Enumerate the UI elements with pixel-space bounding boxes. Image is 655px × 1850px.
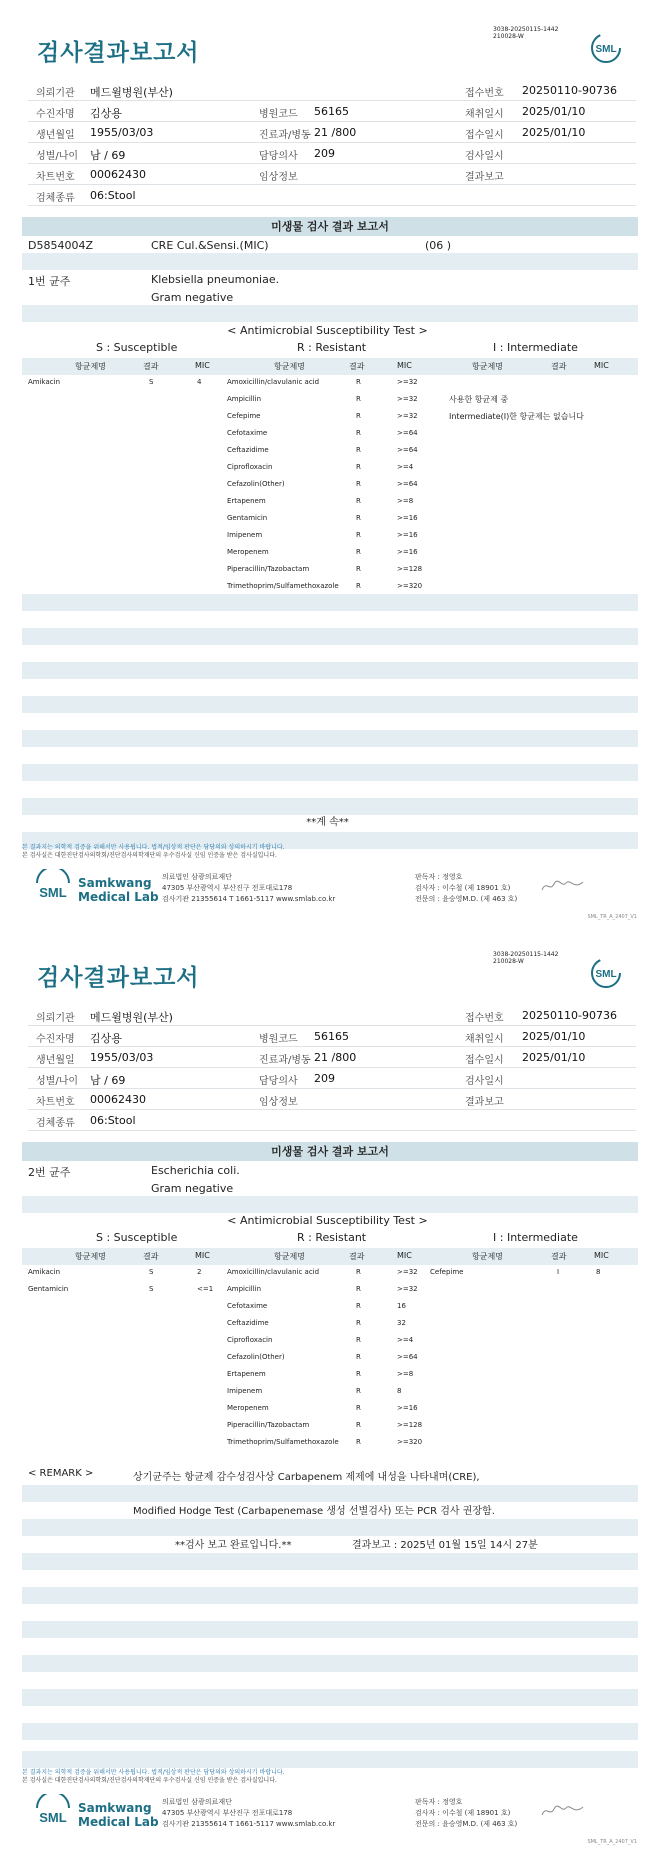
ast-drug-name: Ertapenem (227, 497, 266, 505)
label-accession: 접수번호 (465, 1013, 504, 1024)
ast-drug-name: Meropenem (227, 1404, 269, 1412)
dob-value: 1955/03/03 (90, 1051, 154, 1064)
ast-result: R (356, 1353, 361, 1361)
ast-drug-name: Ciprofloxacin (227, 463, 273, 471)
ast-result: S (149, 1285, 154, 1293)
ast-drug-name: Cefazolin(Other) (227, 1353, 285, 1361)
organism-name: Klebsiella pneumoniae. (151, 273, 280, 286)
chart-number: 00062430 (90, 1093, 146, 1106)
band (22, 662, 638, 679)
ast-result: R (356, 514, 361, 522)
footer-note-1: 본 결과지는 의학적 검증을 위해서만 사용됩니다. 법적/임상적 판단은 담당의와 상의하시기 바랍니다. (22, 1769, 285, 1776)
note-line-2: Intermediate(I)한 항균제는 없습니다 (449, 412, 584, 421)
ast-mic: >=320 (397, 1438, 423, 1446)
col-mic-header: MIC (594, 361, 609, 370)
ast-drug-name: Gentamicin (227, 514, 268, 522)
logo-text: Samkwang Medical Lab (78, 876, 159, 904)
ast-title: < Antimicrobial Susceptibility Test > (227, 324, 428, 337)
col-result-header: 결과 (143, 362, 159, 371)
patient-info-table (28, 80, 636, 206)
ast-mic: 4 (197, 378, 202, 386)
specialist: 전문의 : 윤승영M.D. (제 463 호) (415, 895, 518, 903)
label-name: 수진자명 (36, 1034, 75, 1045)
ast-mic: >=32 (397, 395, 418, 403)
dob-value: 1955/03/03 (90, 126, 154, 139)
sex-age-value: 남 / 69 (90, 1074, 126, 1087)
label-sex-age: 성별/나이 (36, 1076, 79, 1087)
ast-result: R (356, 582, 361, 590)
ast-drug-name: Cefepime (430, 1268, 464, 1276)
sml-logo-icon (590, 32, 622, 64)
ast-mic: >=32 (397, 1268, 418, 1276)
svg-text:SML: SML (595, 969, 617, 980)
col-result-header: 결과 (551, 362, 567, 371)
legend-susceptible: S : Susceptible (96, 341, 178, 354)
svg-text:SML: SML (595, 44, 617, 55)
ast-result: R (356, 1421, 361, 1429)
ast-drug-name: Trimethoprim/Sulfamethoxazole (227, 582, 339, 590)
ast-mic: >=32 (397, 378, 418, 386)
legend-intermediate: I : Intermediate (493, 1231, 578, 1244)
ast-result: S (149, 378, 154, 386)
col-drug-header: 항균제명 (472, 362, 503, 371)
label-hospital-code: 병원코드 (259, 1034, 298, 1045)
report-time: 결과보고 : 2025년 01월 15일 14시 27분 (352, 1540, 538, 1551)
col-drug-header: 항균제명 (75, 1252, 106, 1261)
organism-label: 1번 균주 (28, 275, 71, 288)
ast-drug-name: Cefotaxime (227, 429, 268, 437)
label-name: 수진자명 (36, 109, 75, 120)
note-line-1: 사용한 항균제 중 (449, 395, 509, 404)
band (22, 305, 638, 322)
svg-text:SML: SML (39, 885, 67, 900)
ast-mic: >=64 (397, 480, 418, 488)
label-hospital-code: 병원코드 (259, 109, 298, 120)
col-mic-header: MIC (594, 1251, 609, 1260)
band (22, 696, 638, 713)
ast-drug-name: Amoxicillin/clavulanic acid (227, 1268, 320, 1276)
label-chart: 차트번호 (36, 1097, 75, 1108)
label-dept: 진료과/병동 (259, 130, 311, 141)
ast-drug-name: Amikacin (28, 378, 61, 386)
col-drug-header: 항균제명 (75, 362, 106, 371)
ast-result: R (356, 429, 361, 437)
micro-report-title: 미생물 검사 결과 보고서 (22, 217, 638, 236)
label-collected: 채취일시 (465, 1034, 504, 1045)
band (22, 1751, 638, 1768)
ast-result: R (356, 1387, 361, 1395)
sml-logo-icon (33, 1794, 73, 1830)
ast-mic: 8 (596, 1268, 601, 1276)
ast-mic: >=128 (397, 565, 423, 573)
legend-susceptible: S : Susceptible (96, 1231, 178, 1244)
label-reported: 결과보고 (465, 1097, 504, 1108)
test-number: (06 ) (425, 239, 452, 252)
chart-number: 00062430 (90, 168, 146, 181)
ast-mic: >=320 (397, 582, 423, 590)
ast-result: R (356, 1302, 361, 1310)
ast-mic: >=4 (397, 1336, 414, 1344)
remark-line-1: 상기균주는 항균제 감수성검사상 Carbapenem 제제에 내성을 나타내며(CRE), (133, 1472, 480, 1483)
hospital-code-value: 56165 (314, 105, 349, 118)
form-code: SML_TR_A_2407_V1 (587, 1839, 637, 1845)
document-id: 3038-20250115-1442 210028-W (493, 951, 559, 965)
legend-intermediate: I : Intermediate (493, 341, 578, 354)
ast-mic: >=16 (397, 548, 418, 556)
svg-text:SML: SML (39, 1810, 67, 1825)
label-chart: 차트번호 (36, 172, 75, 183)
col-mic-header: MIC (195, 361, 210, 370)
tester: 검사자 : 이수철 (제 18901 호) (415, 1809, 511, 1817)
report-title: 검사결과보고서 (37, 965, 200, 991)
band (22, 1723, 638, 1740)
institution-value: 메드윌병원(부산) (90, 86, 173, 99)
doctor-value: 209 (314, 1072, 335, 1085)
ast-result: R (356, 1438, 361, 1446)
ast-drug-name: Ceftazidime (227, 1319, 269, 1327)
footer-address: 47305 부산광역시 부산진구 전포대로178 (162, 1809, 293, 1817)
ast-drug-name: Gentamicin (28, 1285, 69, 1293)
ast-mic: 8 (397, 1387, 402, 1395)
remark-label: < REMARK > (28, 1468, 94, 1479)
band (22, 1621, 638, 1638)
collected-date: 2025/01/10 (522, 1030, 586, 1043)
gram-stain: Gram negative (151, 1182, 234, 1195)
footer-note-2: 본 검사실은 대한진단검사의학회/진단검사의학재단의 우수검사실 신임 인증을 받은 검사실입니다. (22, 852, 277, 859)
label-clinical: 임상정보 (259, 1097, 298, 1108)
footer-org: 의료법인 삼광의료재단 (162, 873, 232, 881)
col-mic-header: MIC (397, 361, 412, 370)
ast-mic: >=64 (397, 446, 418, 454)
footer-contact: 검사기관 21355614 T 1661-5117 www.smlab.co.kr (162, 1820, 336, 1828)
received-date: 2025/01/10 (522, 126, 586, 139)
sml-logo-icon (590, 957, 622, 989)
micro-report-title: 미생물 검사 결과 보고서 (22, 1142, 638, 1161)
remark-line-2: Modified Hodge Test (Carbapenemase 생성 선별검사) 또는 PCR 검사 권장함. (133, 1506, 495, 1517)
approver: 판독자 : 정영호 (415, 1798, 463, 1806)
continue-text: **계 속** (306, 817, 349, 828)
ast-drug-name: Cefepime (227, 412, 261, 420)
col-drug-header: 항균제명 (472, 1252, 503, 1261)
col-mic-header: MIC (195, 1251, 210, 1260)
ast-result: R (356, 446, 361, 454)
sex-age-value: 남 / 69 (90, 149, 126, 162)
complete-text: **검사 보고 완료입니다.** (175, 1540, 292, 1551)
band (22, 1196, 638, 1213)
col-drug-header: 항균제명 (274, 362, 305, 371)
col-result-header: 결과 (143, 1252, 159, 1261)
form-code: SML_TR_A_2407_V1 (587, 914, 637, 920)
patient-name: 김상용 (90, 107, 122, 120)
label-reported: 결과보고 (465, 172, 504, 183)
footer-address: 47305 부산광역시 부산진구 전포대로178 (162, 884, 293, 892)
ast-mic: >=64 (397, 1353, 418, 1361)
ast-drug-name: Ciprofloxacin (227, 1336, 273, 1344)
footer-org: 의료법인 삼광의료재단 (162, 1798, 232, 1806)
test-code: D5854004Z (28, 239, 93, 252)
ast-mic: >=64 (397, 429, 418, 437)
ast-mic: >=16 (397, 514, 418, 522)
band (22, 1553, 638, 1570)
band (22, 1655, 638, 1672)
footer-note-1: 본 결과지는 의학적 검증을 위해서만 사용됩니다. 법적/임상적 판단은 담당의와 상의하시기 바랍니다. (22, 844, 285, 851)
band (22, 253, 638, 270)
label-doctor: 담당의사 (259, 151, 298, 162)
label-received: 접수일시 (465, 130, 504, 141)
ast-drug-name: Trimethoprim/Sulfamethoxazole (227, 1438, 339, 1446)
ast-mic: 2 (197, 1268, 202, 1276)
label-dob: 생년월일 (36, 1055, 75, 1066)
ast-result: R (356, 395, 361, 403)
collected-date: 2025/01/10 (522, 105, 586, 118)
ast-result: R (356, 463, 361, 471)
col-result-header: 결과 (349, 1252, 365, 1261)
ast-mic: >=16 (397, 1404, 418, 1412)
ast-drug-name: Piperacillin/Tazobactam (227, 1421, 310, 1429)
label-dob: 생년월일 (36, 130, 75, 141)
ast-result: R (356, 378, 361, 386)
label-tested: 검사일시 (465, 1076, 504, 1087)
organism-label: 2번 균주 (28, 1166, 71, 1179)
document-id: 3038-20250115-1442 210028-W (493, 26, 559, 40)
specialist: 전문의 : 윤승영M.D. (제 463 호) (415, 1820, 518, 1828)
ast-result: R (356, 565, 361, 573)
dept-value: 21 /800 (314, 126, 357, 139)
band (22, 628, 638, 645)
logo-text: Samkwang Medical Lab (78, 1801, 159, 1829)
ast-header-band (22, 358, 638, 375)
label-specimen: 검체종류 (36, 193, 75, 204)
ast-result: I (557, 1268, 560, 1276)
col-result-header: 결과 (349, 362, 365, 371)
label-doctor: 담당의사 (259, 1076, 298, 1087)
footer-note-2: 본 검사실은 대한진단검사의학회/진단검사의학재단의 우수검사실 신임 인증을 받은 검사실입니다. (22, 1777, 277, 1784)
label-received: 접수일시 (465, 1055, 504, 1066)
ast-mic: >=128 (397, 1421, 423, 1429)
ast-drug-name: Imipenem (227, 1387, 263, 1395)
band (22, 1689, 638, 1706)
ast-header-band (22, 1248, 638, 1265)
label-collected: 채취일시 (465, 109, 504, 120)
doctor-value: 209 (314, 147, 335, 160)
patient-info-table (28, 1005, 636, 1131)
report-title: 검사결과보고서 (37, 40, 200, 66)
test-name: CRE Cul.&Sensi.(MIC) (151, 239, 269, 252)
patient-name: 김상용 (90, 1032, 122, 1045)
label-accession: 접수번호 (465, 88, 504, 99)
ast-drug-name: Imipenem (227, 531, 263, 539)
ast-drug-name: Piperacillin/Tazobactam (227, 565, 310, 573)
ast-mic: >=8 (397, 497, 414, 505)
ast-result: S (149, 1268, 154, 1276)
ast-result: R (356, 480, 361, 488)
approver: 판독자 : 정영호 (415, 873, 463, 881)
ast-drug-name: Meropenem (227, 548, 269, 556)
received-date: 2025/01/10 (522, 1051, 586, 1064)
ast-result: R (356, 1404, 361, 1412)
ast-result: R (356, 1285, 361, 1293)
accession-value: 20250110-90736 (522, 1009, 617, 1022)
footer-contact: 검사기관 21355614 T 1661-5117 www.smlab.co.kr (162, 895, 336, 903)
label-dept: 진료과/병동 (259, 1055, 311, 1066)
ast-result: R (356, 1319, 361, 1327)
ast-mic: >=32 (397, 412, 418, 420)
ast-mic: >=16 (397, 531, 418, 539)
tester: 검사자 : 이수철 (제 18901 호) (415, 884, 511, 892)
band (22, 1519, 638, 1536)
hospital-code-value: 56165 (314, 1030, 349, 1043)
band (22, 1485, 638, 1502)
band (22, 764, 638, 781)
band (22, 730, 638, 747)
accession-value: 20250110-90736 (522, 84, 617, 97)
ast-drug-name: Ceftazidime (227, 446, 269, 454)
sml-logo-icon (33, 869, 73, 905)
ast-title: < Antimicrobial Susceptibility Test > (227, 1214, 428, 1227)
gram-stain: Gram negative (151, 291, 234, 304)
ast-drug-name: Cefotaxime (227, 1302, 268, 1310)
ast-mic: >=32 (397, 1285, 418, 1293)
ast-mic: 16 (397, 1302, 406, 1310)
ast-result: R (356, 1268, 361, 1276)
label-tested: 검사일시 (465, 151, 504, 162)
dept-value: 21 /800 (314, 1051, 357, 1064)
band (22, 594, 638, 611)
label-institution: 의뢰기관 (36, 1013, 75, 1024)
label-specimen: 검체종류 (36, 1118, 75, 1129)
ast-result: R (356, 497, 361, 505)
ast-drug-name: Amikacin (28, 1268, 61, 1276)
signature-icon (540, 878, 585, 894)
report-page-2 (0, 925, 655, 1850)
col-result-header: 결과 (551, 1252, 567, 1261)
ast-mic: <=1 (197, 1285, 214, 1293)
ast-mic: >=4 (397, 463, 414, 471)
signature-icon (540, 1803, 585, 1819)
ast-drug-name: Cefazolin(Other) (227, 480, 285, 488)
col-drug-header: 항균제명 (274, 1252, 305, 1261)
ast-drug-name: Amoxicillin/clavulanic acid (227, 378, 320, 386)
col-mic-header: MIC (397, 1251, 412, 1260)
specimen-value: 06:Stool (90, 1114, 136, 1127)
ast-result: R (356, 531, 361, 539)
label-sex-age: 성별/나이 (36, 151, 79, 162)
institution-value: 메드윌병원(부산) (90, 1011, 173, 1024)
legend-resistant: R : Resistant (297, 1231, 367, 1244)
ast-drug-name: Ampicillin (227, 1285, 262, 1293)
band (22, 1587, 638, 1604)
ast-result: R (356, 1336, 361, 1344)
organism-name: Escherichia coli. (151, 1164, 240, 1177)
ast-mic: 32 (397, 1319, 406, 1327)
ast-result: R (356, 548, 361, 556)
ast-result: R (356, 1370, 361, 1378)
ast-drug-name: Ertapenem (227, 1370, 266, 1378)
ast-drug-name: Ampicillin (227, 395, 262, 403)
ast-mic: >=8 (397, 1370, 414, 1378)
ast-result: R (356, 412, 361, 420)
specimen-value: 06:Stool (90, 189, 136, 202)
label-clinical: 임상정보 (259, 172, 298, 183)
legend-resistant: R : Resistant (297, 341, 367, 354)
label-institution: 의뢰기관 (36, 88, 75, 99)
